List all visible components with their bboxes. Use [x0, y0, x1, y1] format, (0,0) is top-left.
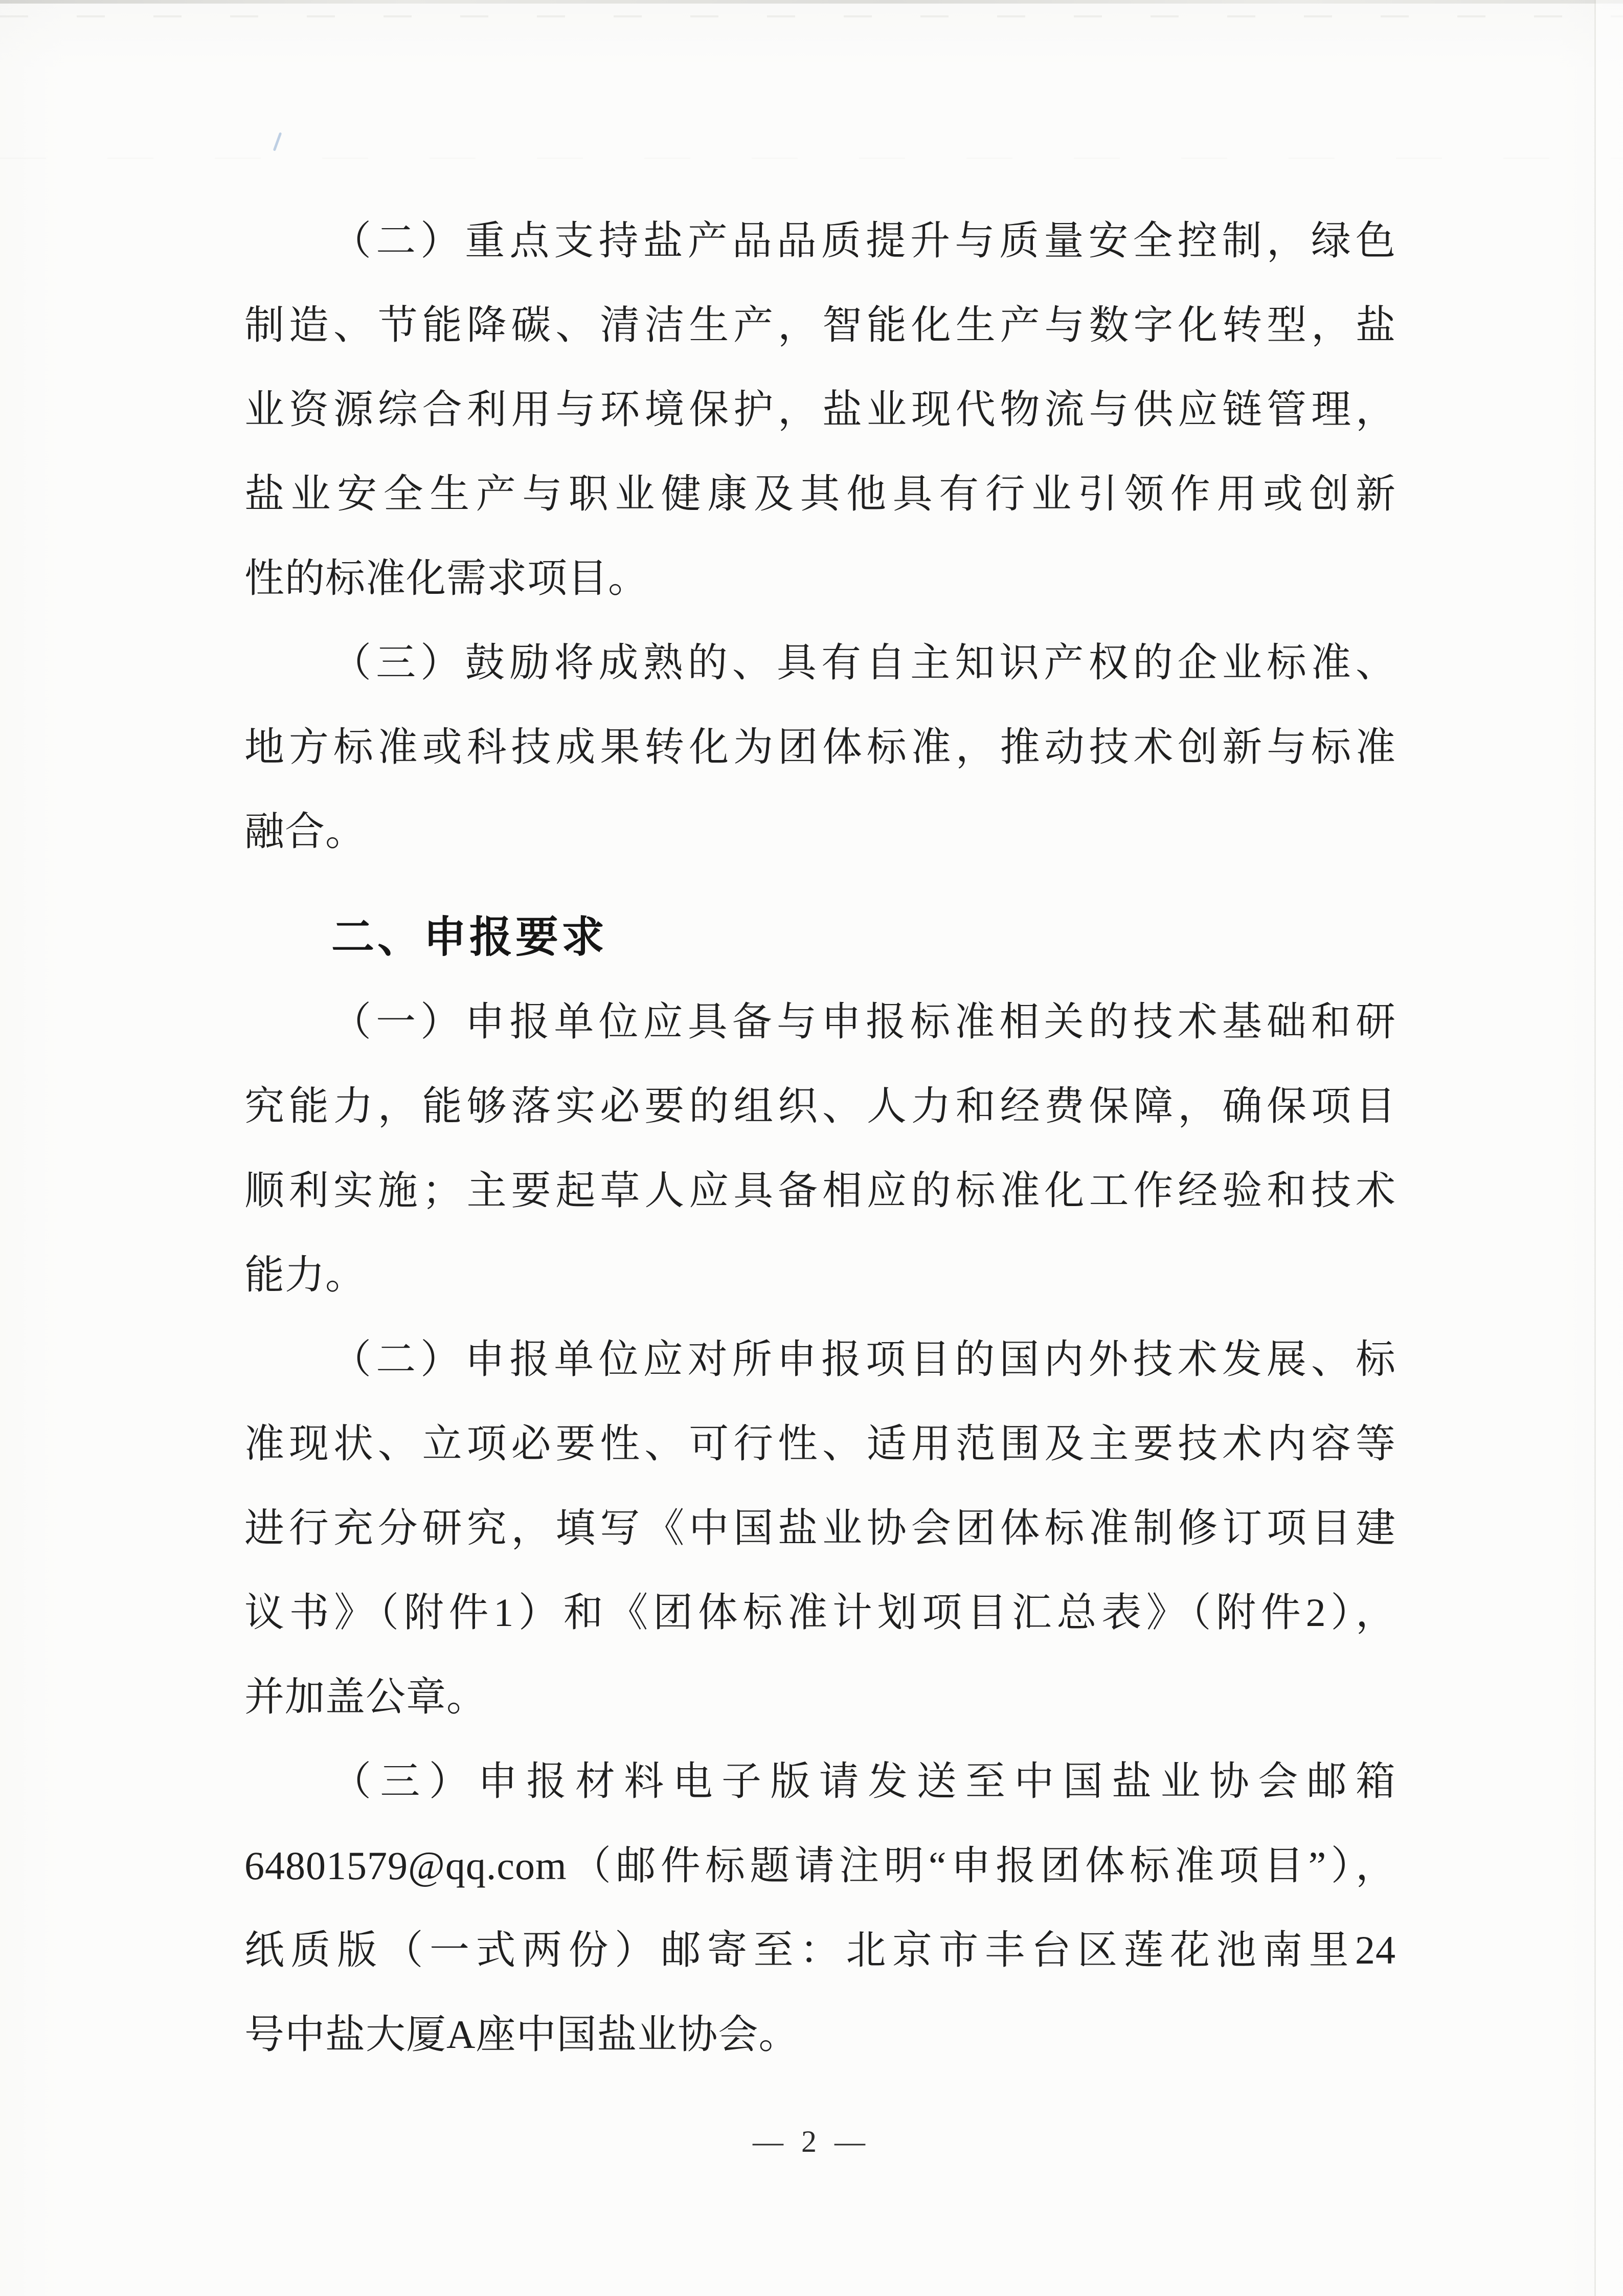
section-heading-application-requirements: 二、申报要求: [331, 913, 608, 961]
text-line: （三）鼓励将成熟的、具有自主知识产权的企业标准、: [331, 640, 1396, 685]
text-line: 并加盖公章。: [244, 1675, 487, 1719]
text-line: 64801579@qq.com（邮件标题请注明“申报团体标准项目”），: [244, 1843, 1396, 1888]
text-line: 顺利实施；主要起草人应具备相应的标准化工作经验和技术: [244, 1168, 1396, 1213]
text-line: 盐业安全生产与职业健康及其他具有行业引领作用或创新: [244, 472, 1396, 516]
text-line: 议书》（附件1）和《团体标准计划项目汇总表》（附件2），: [244, 1590, 1396, 1635]
text-line: 究能力，能够落实必要的组织、人力和经费保障，确保项目: [244, 1084, 1396, 1128]
paragraph-encourage-conversion: [244, 620, 1396, 874]
text-line: 进行充分研究，填写《中国盐业协会团体标准制修订项目建: [244, 1506, 1396, 1550]
text-line: （一）申报单位应具备与申报标准相关的技术基础和研: [331, 999, 1396, 1044]
page-number: — 2 —: [753, 2125, 870, 2158]
paragraph-applicant-capability: [244, 979, 1396, 1317]
text-line: 准现状、立项必要性、可行性、适用范围及主要技术内容等: [244, 1421, 1396, 1466]
text-line: 性的标准化需求项目。: [244, 556, 649, 600]
document-body: [244, 198, 1396, 2077]
paragraph-submission-address: [244, 1739, 1396, 2077]
text-line: 纸质版（一式两份）邮寄至：北京市丰台区莲花池南里24: [244, 1928, 1396, 1972]
scan-artifact-faint-band: [0, 158, 1623, 159]
scan-artifact-fold-line: [1594, 0, 1596, 2296]
scan-artifact-right-edge: [1596, 0, 1623, 2296]
text-line: 业资源综合利用与环境保护，盐业现代物流与供应链管理，: [244, 387, 1396, 432]
text-line: 地方标准或科技成果转化为团体标准，推动技术创新与标准: [244, 725, 1396, 769]
paragraph-key-support: [244, 198, 1396, 620]
text-line: （三）申报材料电子版请发送至中国盐业协会邮箱: [331, 1759, 1396, 1803]
scan-artifact-top-streak: [0, 0, 1623, 4]
text-line: 制造、节能降碳、清洁生产，智能化生产与数字化转型，盐: [244, 303, 1396, 347]
text-line: 能力。: [244, 1253, 366, 1297]
text-line: 号中盐大厦A座中国盐业协会。: [244, 2012, 799, 2057]
scan-artifact-noise-band: [0, 15, 1623, 17]
text-line: 融合。: [244, 809, 366, 854]
text-line: （二）申报单位应对所申报项目的国内外技术发展、标: [331, 1337, 1396, 1381]
scan-artifact-pen-mark: [273, 132, 282, 151]
text-line: （二）重点支持盐产品品质提升与质量安全控制，绿色: [331, 218, 1396, 263]
paragraph-research-and-forms: [244, 1317, 1396, 1739]
